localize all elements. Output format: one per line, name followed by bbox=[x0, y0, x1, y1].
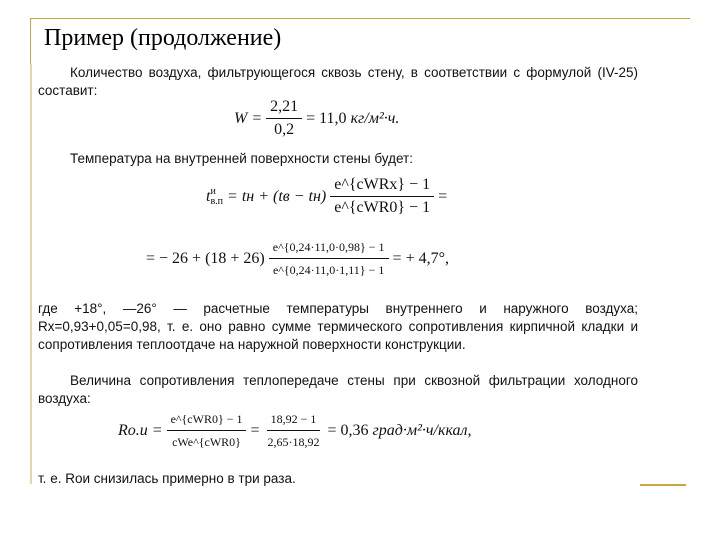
formula-r-fraction-2 bbox=[264, 410, 324, 451]
formula-t-num: e^{cWRx} − 1 bbox=[330, 176, 434, 197]
formula-t-numeric bbox=[146, 238, 449, 279]
frame-left-shadow bbox=[30, 64, 32, 484]
formula-r-num1: e^{cWR0} − 1 bbox=[167, 410, 247, 431]
formula-tn-fraction bbox=[269, 238, 389, 279]
paragraph-air-quantity: Количество воздуха, фильтрующегося сквозь стену, в соответствии с формулой (IV-25) составит: bbox=[38, 65, 638, 98]
formula-t-lhs: t bbox=[206, 187, 211, 205]
formula-tn-num: e^{0,24·11,0·0,98} − 1 bbox=[269, 238, 389, 259]
formula-t-den: e^{cWR0} − 1 bbox=[334, 199, 431, 216]
formula-t-eq: = tн + (tв − tн) bbox=[227, 187, 327, 205]
frame-left-line bbox=[30, 18, 31, 66]
formula-w-den: 0,2 bbox=[274, 121, 295, 138]
formula-tn-den: e^{0,24·11,0·1,11} − 1 bbox=[272, 263, 385, 277]
footer-accent-line bbox=[640, 484, 686, 486]
formula-r-lhs: Rо.и = bbox=[118, 421, 163, 439]
formula-r-num2: 18,92 − 1 bbox=[267, 410, 321, 431]
slide-title: Пример (продолжение) bbox=[44, 25, 282, 51]
formula-w-fraction bbox=[266, 98, 302, 139]
formula-t-fraction bbox=[330, 176, 434, 217]
formula-t-sup: и bbox=[210, 185, 216, 197]
formula-r-den2: 2,65·18,92 bbox=[267, 435, 320, 449]
paragraph-where: где +18°, —26° — расчетные температуры внутреннего и наружного воздуха; Rx=0,93+0,05=0,98, т. е. оно равно сумме термического сопротивления кирпичной кладки и сопротивления теплоотдаче на наружной поверхности конструкции. bbox=[38, 301, 638, 352]
formula-tn-lhs: = − 26 + (18 + 26) bbox=[146, 249, 265, 267]
formula-t-inner bbox=[206, 176, 447, 217]
formula-r-result: = 0,36 bbox=[327, 421, 369, 439]
formula-t-tail: = bbox=[438, 187, 448, 205]
formula-w-num: 2,21 bbox=[266, 98, 302, 119]
formula-t-sub: в.п bbox=[210, 195, 224, 207]
formula-w-result: = 11,0 bbox=[306, 109, 347, 127]
formula-r-fraction-1 bbox=[167, 410, 247, 451]
formula-tn-result: = + 4,7°, bbox=[392, 249, 449, 267]
paragraph-inner-temp: Температура на внутренней поверхности стены будет: bbox=[70, 151, 413, 166]
formula-w-lhs: W = bbox=[234, 109, 263, 127]
paragraph-resistance: Величина сопротивления теплопередаче стены при сквозной фильтрации холодного воздуха: bbox=[38, 373, 638, 406]
formula-r-eq: = bbox=[250, 421, 260, 439]
formula-r bbox=[118, 410, 472, 451]
formula-r-unit: град·м²·ч/ккал, bbox=[372, 421, 472, 439]
scanned-page bbox=[38, 58, 644, 490]
paragraph-conclusion: т. е. Rои снизилась примерно в три раза. bbox=[38, 471, 296, 486]
frame-top-line bbox=[30, 18, 690, 19]
formula-w-unit: кг/м²·ч. bbox=[350, 109, 400, 127]
formula-w bbox=[234, 98, 399, 139]
formula-r-den1: cWe^{cWR0} bbox=[172, 435, 241, 449]
